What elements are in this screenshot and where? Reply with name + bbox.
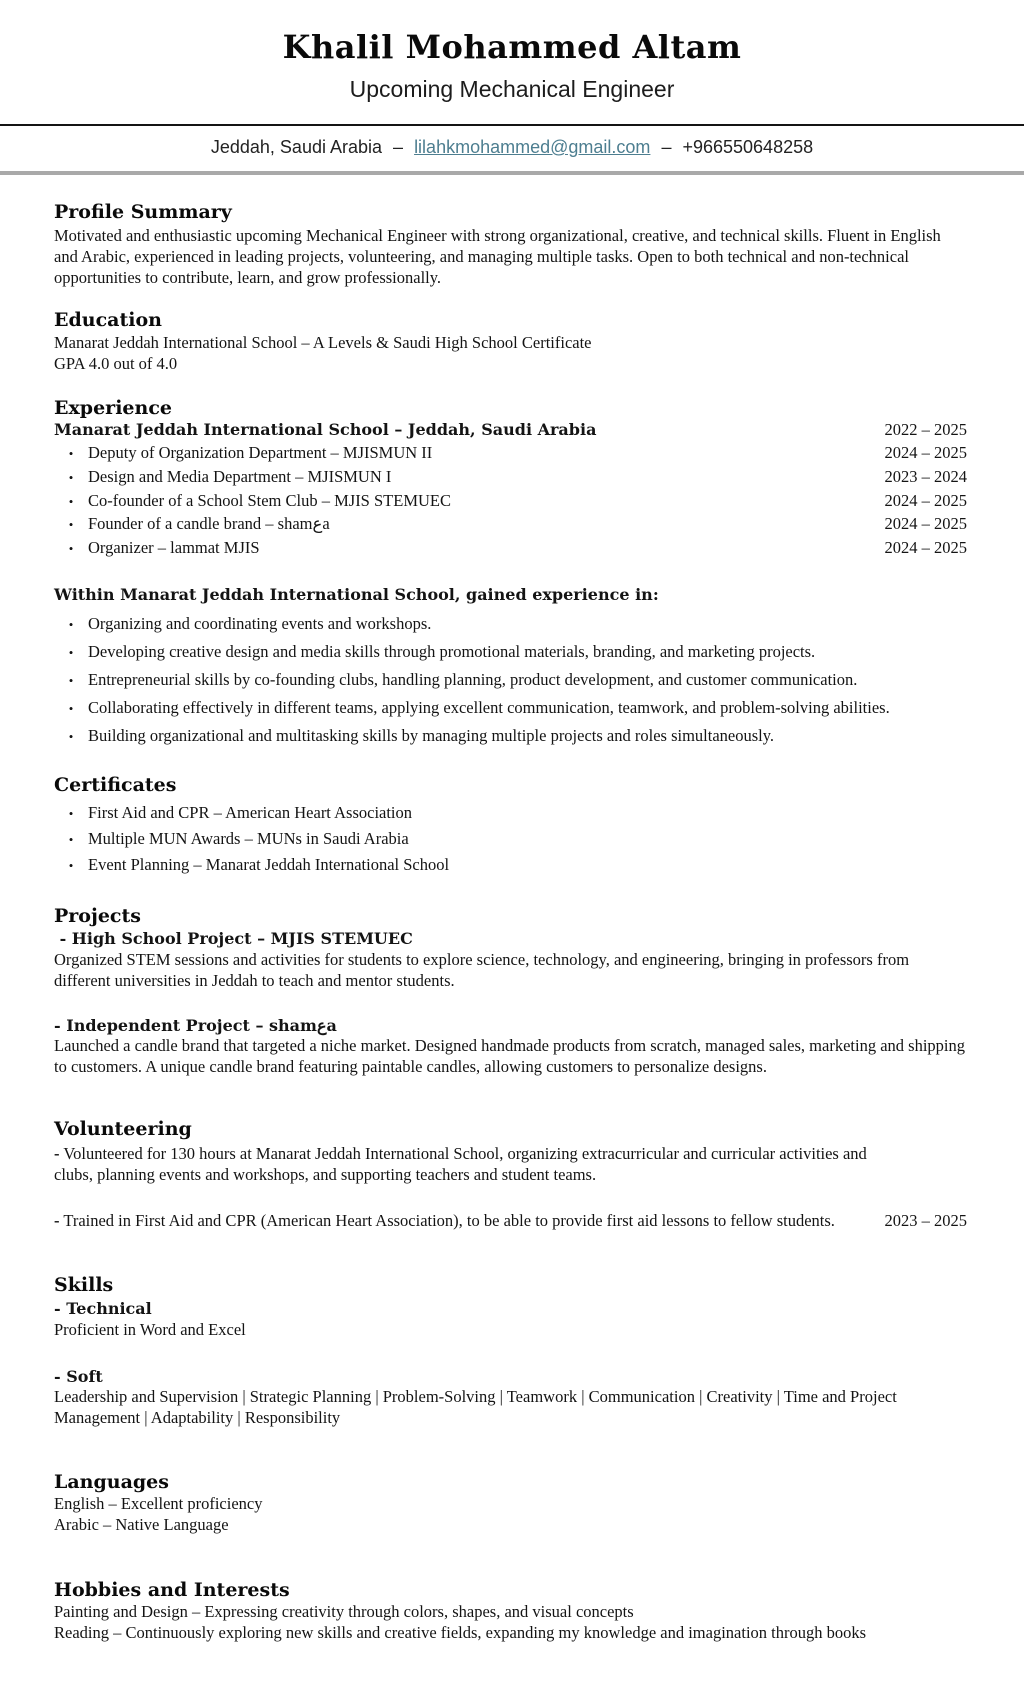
gained-item-text: Building organizational and multitasking skills by managing multiple projects and roles simultaneously. — [88, 725, 775, 745]
experience-employer: Manarat Jeddah International School – Jeddah, Saudi Arabia — [54, 420, 597, 440]
section-heading-volunteering: Volunteering — [54, 1117, 192, 1140]
volunteering-body: Volunteered for 130 hours at Manarat Jeddah International School, organizing extracurricular and curricular activities and clubs, planning events and workshops, and supporting teachers and student teams. — [54, 1143, 867, 1184]
volunteering-item — [54, 1211, 967, 1232]
project-description: Launched a candle brand that targeted a niche market. Designed handmade products from scratch, managed sales, marketing and shipping to customers. A unique candle brand featuring paintable candles, allowing customers to personalize designs. — [54, 1035, 965, 1076]
skill-group-text: Leadership and Supervision | Strategic Planning | Problem-Solving | Teamwork | Communication | Creativity | Time and Project Management | Adaptability | Responsibility — [54, 1386, 897, 1427]
experience-role-row — [54, 537, 967, 561]
gained-item-text: Collaborating effectively in different teams, applying excellent communication, teamwork, and problem-solving abilities. — [88, 697, 890, 717]
hobby-item: Painting and Design – Expressing creativity through colors, shapes, and visual concepts — [54, 1602, 634, 1622]
project-description: Organized STEM sessions and activities for students to explore science, technology, and engineering, bringing in professors from different universities in Jeddah to teach and mentor students. — [54, 949, 910, 990]
section-heading-projects: Projects — [54, 904, 141, 927]
list-item — [54, 722, 967, 750]
person-name: Khalil Mohammed Altam — [282, 28, 742, 66]
volunteering-dates: 2023 – 2025 — [884, 1210, 967, 1230]
bullet-icon: • — [68, 728, 74, 744]
skill-group-title: - Technical — [54, 1299, 152, 1319]
skill-group-title: - Soft — [54, 1366, 103, 1386]
bullet-icon: • — [68, 517, 74, 533]
skill-group-text: Proficient in Word and Excel — [54, 1319, 246, 1339]
section-heading-experience: Experience — [54, 397, 172, 420]
volunteering-dash: - — [54, 1143, 60, 1163]
experience-role-dates: 2024 – 2025 — [884, 490, 967, 510]
experience-role-dates: 2023 – 2024 — [884, 466, 967, 486]
list-item — [54, 666, 967, 694]
certificates-list — [54, 801, 967, 879]
experience-role-text: Co-founder of a School Stem Club – MJIS STEMUEC — [88, 490, 451, 510]
person-title: Upcoming Mechanical Engineer — [349, 76, 675, 102]
experience-role-text: Deputy of Organization Department – MJISMUN II — [88, 442, 433, 462]
bullet-icon: • — [68, 858, 74, 874]
list-item — [54, 801, 967, 827]
section-heading-profile-summary: Profile Summary — [54, 201, 232, 223]
experience-role-row — [54, 513, 967, 537]
bullet-icon: • — [68, 832, 74, 848]
skill-group — [54, 1367, 967, 1429]
hobby-item: Reading – Continuously exploring new skills and creative fields, expanding my knowledge and imagination through books — [54, 1623, 867, 1643]
email-link[interactable]: lilahkmohammed@gmail.com — [414, 137, 651, 157]
language-item: Arabic – Native Language — [54, 1514, 229, 1534]
experience-gained-heading: Within Manarat Jeddah International School, gained experience in: — [54, 584, 659, 604]
list-item — [54, 610, 967, 638]
bullet-icon: • — [68, 493, 74, 509]
project-title: - Independent Project – shamعa — [54, 1015, 337, 1035]
section-heading-skills: Skills — [54, 1273, 114, 1296]
experience-role-dates: 2024 – 2025 — [884, 442, 967, 462]
experience-role-row — [54, 489, 967, 513]
experience-role-row — [54, 465, 967, 489]
experience-role-list — [54, 441, 967, 561]
experience-role-dates: 2024 – 2025 — [884, 538, 967, 558]
contact-separator: – — [393, 137, 404, 157]
list-item — [54, 694, 967, 722]
list-item — [54, 853, 967, 879]
bullet-icon: • — [68, 644, 74, 660]
education-school: Manarat Jeddah International School – A Levels & Saudi High School Certificate — [54, 333, 592, 353]
list-item — [54, 638, 967, 666]
profile-summary-text: Motivated and enthusiastic upcoming Mechanical Engineer with strong organizational, creative, and technical skills. Fluent in English and Arabic, experienced in leading projects, volunteering, and managing multiple tasks. Open to both technical and non-technical opportunities to contribute, learn, and grow professionally. — [54, 225, 941, 287]
bullet-icon: • — [68, 806, 74, 822]
project-title: - High School Project – MJIS STEMUEC — [54, 929, 413, 949]
bullet-icon: • — [68, 700, 74, 716]
bullet-icon: • — [68, 445, 74, 461]
resume-header — [0, 28, 1024, 103]
contact-location: Jeddah, Saudi Arabia — [210, 137, 383, 157]
experience-role-text: Founder of a candle brand – shamعa — [88, 514, 330, 534]
experience-gained-list — [54, 610, 967, 750]
experience-role-dates: 2024 – 2025 — [884, 514, 967, 534]
education-gpa: GPA 4.0 out of 4.0 — [54, 354, 178, 374]
bullet-icon: • — [68, 541, 74, 557]
experience-role-text: Design and Media Department – MJISMUN I — [88, 466, 392, 486]
volunteering-text — [54, 1211, 875, 1232]
project-item — [54, 929, 967, 991]
experience-employer-dates: 2022 – 2025 — [884, 420, 967, 440]
certificate-text: Event Planning – Manarat Jeddah International School — [88, 855, 450, 875]
bullet-icon: • — [68, 469, 74, 485]
experience-employer-row — [54, 420, 967, 441]
contact-separator: – — [661, 137, 672, 157]
contact-bar — [0, 124, 1024, 175]
volunteering-text — [54, 1144, 875, 1186]
gained-item-text: Organizing and coordinating events and workshops. — [88, 613, 432, 633]
list-item — [54, 827, 967, 853]
project-item — [54, 1016, 967, 1078]
section-heading-education: Education — [54, 308, 162, 331]
volunteering-dash: - — [54, 1210, 60, 1230]
experience-role-row — [54, 441, 967, 465]
resume-body — [0, 201, 1024, 1684]
bullet-icon: • — [68, 672, 74, 688]
contact-phone: +966550648258 — [682, 137, 814, 157]
section-heading-languages: Languages — [54, 1470, 169, 1493]
bullet-icon: • — [68, 616, 74, 632]
skill-group — [54, 1299, 967, 1340]
gained-item-text: Entrepreneurial skills by co-founding clubs, handling planning, product development, and customer communication. — [88, 669, 858, 689]
certificate-text: Multiple MUN Awards – MUNs in Saudi Arabia — [88, 829, 409, 849]
section-heading-hobbies: Hobbies and Interests — [54, 1579, 290, 1602]
experience-role-text: Organizer – lammat MJIS — [88, 538, 260, 558]
gained-item-text: Developing creative design and media skills through promotional materials, branding, and marketing projects. — [88, 641, 816, 661]
section-heading-certificates: Certificates — [54, 773, 177, 796]
volunteering-item — [54, 1144, 967, 1186]
certificate-text: First Aid and CPR – American Heart Association — [88, 803, 413, 823]
language-item: English – Excellent proficiency — [54, 1493, 263, 1513]
volunteering-body: Trained in First Aid and CPR (American Heart Association), to be able to provide first aid lessons to fellow students. — [59, 1210, 835, 1230]
